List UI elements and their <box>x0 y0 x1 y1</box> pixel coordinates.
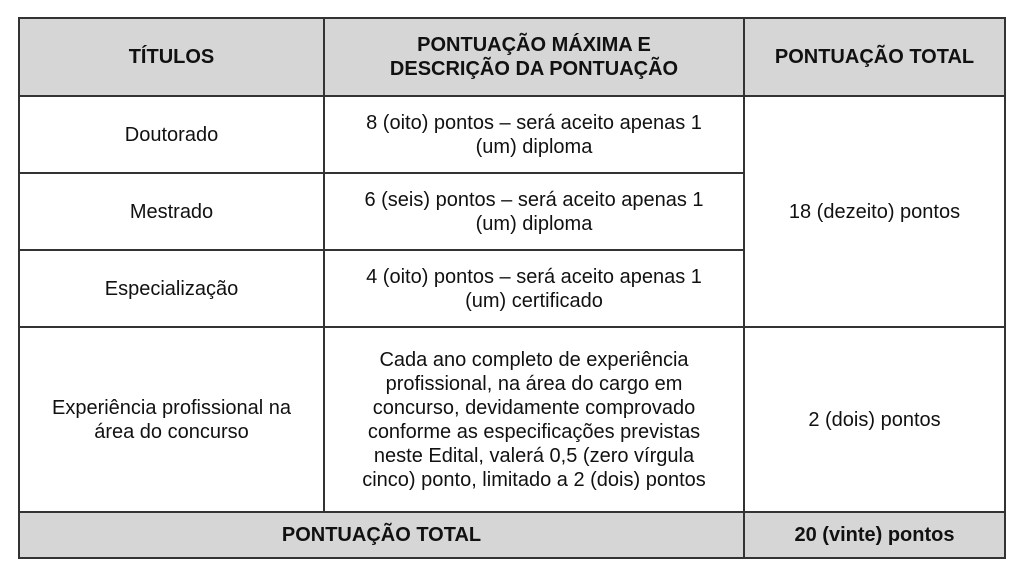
experiencia-titulo-line1: Experiência profissional na <box>51 396 292 419</box>
row-descricao-doutorado <box>324 96 744 173</box>
descricao-line1: 4 (oito) pontos – será aceito apenas 1 <box>366 265 702 288</box>
scoring-table <box>18 17 1006 559</box>
row-titulo-doutorado <box>19 96 324 173</box>
table-row-experiencia <box>19 327 1005 512</box>
footer-value-text: 20 (vinte) pontos <box>794 524 955 546</box>
titulo-text: Doutorado <box>124 123 219 146</box>
titulo-text: Mestrado <box>129 200 214 223</box>
table-header-row <box>19 18 1005 96</box>
header-pontuacao-maxima-line2: DESCRIÇÃO DA PONTUAÇÃO <box>389 58 679 80</box>
experiencia-descricao-line: Cada ano completo de experiência <box>379 348 689 371</box>
footer-value-cell <box>744 512 1005 558</box>
header-pontuacao-maxima-line1: PONTUAÇÃO MÁXIMA E <box>417 34 651 56</box>
header-pontuacao-total-text: PONTUAÇÃO TOTAL <box>774 46 975 68</box>
table-row <box>19 96 1005 173</box>
scoring-table-container <box>18 17 1004 557</box>
descricao-line1: 6 (seis) pontos – será aceito apenas 1 <box>364 188 704 211</box>
header-titulos-text: TÍTULOS <box>128 46 215 68</box>
row-descricao-experiencia <box>324 327 744 512</box>
footer-label-text: PONTUAÇÃO TOTAL <box>281 524 482 546</box>
descricao-line2: (um) diploma <box>475 135 593 158</box>
experiencia-total-text: 2 (dois) pontos <box>808 408 941 431</box>
row-titulo-mestrado <box>19 173 324 250</box>
header-titulos <box>19 18 324 96</box>
row-titulo-especializacao <box>19 250 324 327</box>
footer-label-cell <box>19 512 744 558</box>
academic-total-cell <box>744 96 1005 327</box>
descricao-line2: (um) diploma <box>475 212 593 235</box>
descricao-line1: 8 (oito) pontos – será aceito apenas 1 <box>366 111 702 134</box>
header-pontuacao-total <box>744 18 1005 96</box>
experiencia-titulo-line2: área do concurso <box>94 420 249 443</box>
header-pontuacao-maxima <box>324 18 744 96</box>
experiencia-descricao-line: conforme as especificações previstas <box>367 420 701 443</box>
experiencia-descricao-line: profissional, na área do cargo em <box>385 372 683 395</box>
experiencia-descricao-line: concurso, devidamente comprovado <box>372 396 696 419</box>
table-footer-row <box>19 512 1005 558</box>
row-descricao-especializacao <box>324 250 744 327</box>
academic-total-text: 18 (dezeito) pontos <box>788 200 961 223</box>
titulo-text: Especialização <box>104 277 239 300</box>
descricao-line2: (um) certificado <box>465 289 603 312</box>
experiencia-total-cell <box>744 327 1005 512</box>
row-titulo-experiencia <box>19 327 324 512</box>
experiencia-descricao-line: cinco) ponto, limitado a 2 (dois) pontos <box>362 468 706 491</box>
experiencia-descricao-line: neste Edital, valerá 0,5 (zero vírgula <box>373 444 695 467</box>
row-descricao-mestrado <box>324 173 744 250</box>
